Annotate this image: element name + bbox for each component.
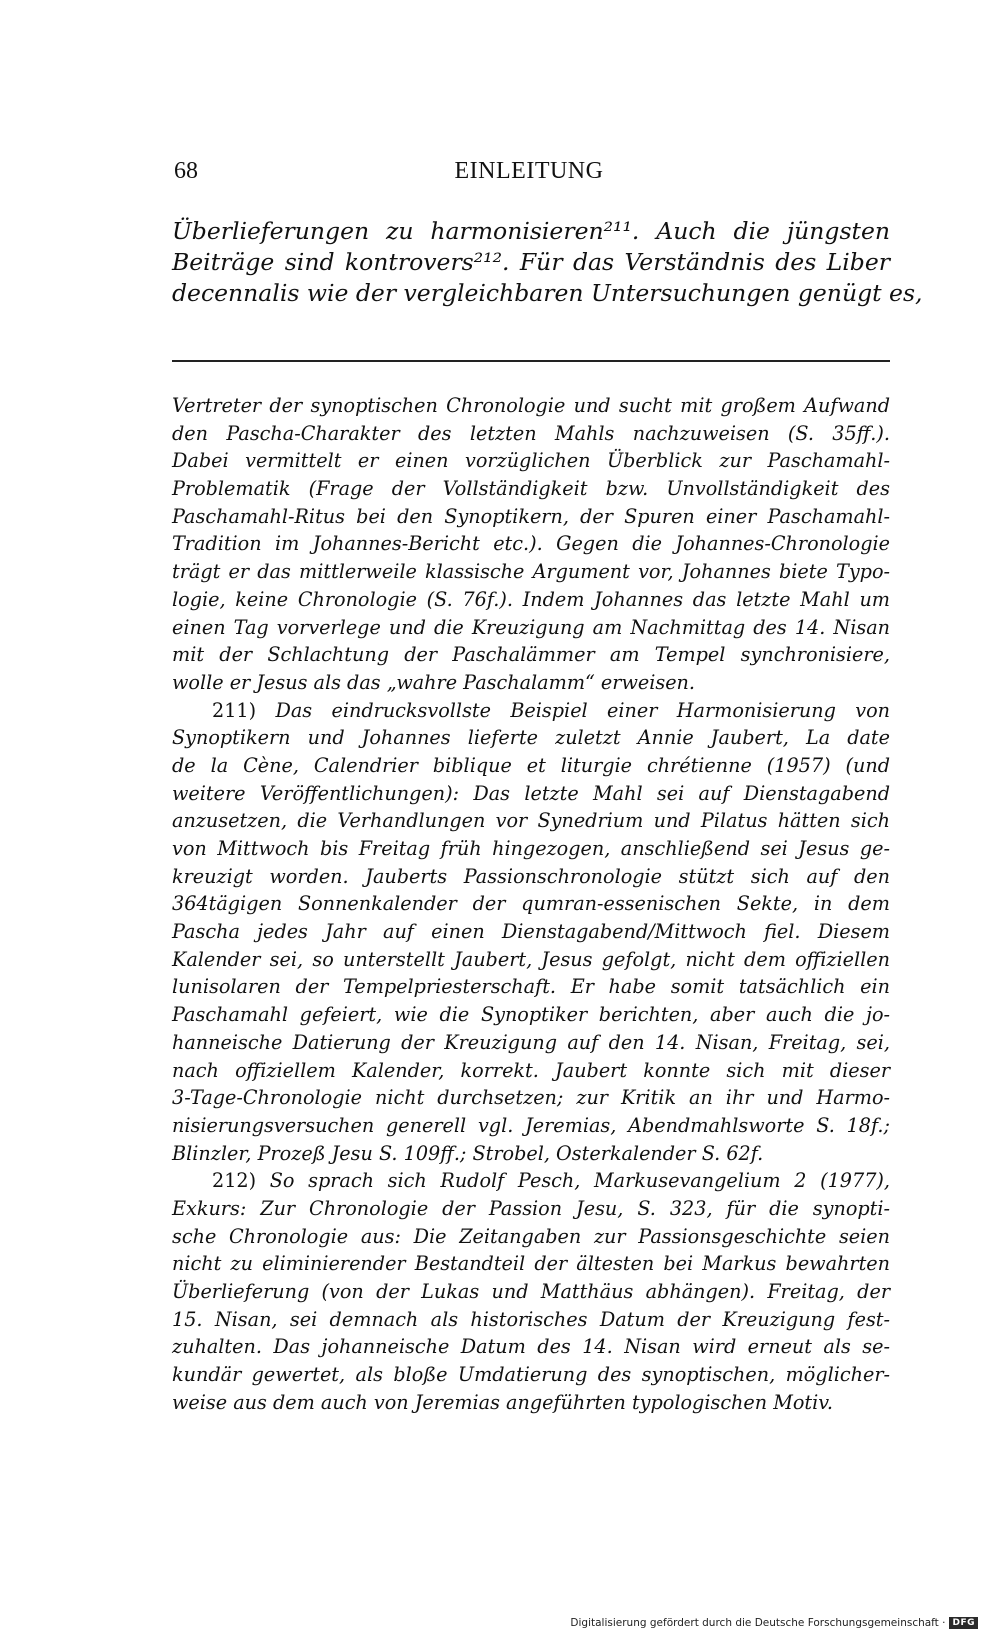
footnote-line: Blinzler, Prozeß Jesu S. 109ff.; Strobel, Osterkalender S. 62f.	[172, 1141, 764, 1165]
footnote-line: Tradition im Johannes-Bericht etc.). Gegen die Johannes-Chronologie	[172, 532, 890, 556]
footnote-line: weitere Veröffentlichungen): Das letzte Mahl sei auf Dienstagabend	[172, 781, 890, 805]
footnote-line: Exkurs: Zur Chronologie der Passion Jesu, S. 323, für die synopti-	[172, 1196, 890, 1220]
footnote-line: nach offiziellem Kalender, korrekt. Jaubert konnte sich mit dieser	[172, 1058, 890, 1082]
footnote-continuation	[172, 392, 890, 697]
footnote-line: weise aus dem auch von Jeremias angeführten typologischen Motiv.	[172, 1390, 833, 1414]
footnote-line: Kalender sei, so unterstellt Jaubert, Jesus gefolgt, nicht dem offiziellen	[172, 947, 890, 971]
footnote-text: So sprach sich Rudolf Pesch, Markusevangelium 2 (1977),	[269, 1169, 890, 1193]
footnote-line: de la Cène, Calendrier biblique et liturgie chrétienne (1957) (und	[172, 753, 890, 777]
footnote-line: zuhalten. Das johanneische Datum des 14. Nisan wird erneut als se-	[172, 1335, 890, 1359]
footnote-line: mit der Schlachtung der Paschalämmer am Tempel synchronisiere,	[172, 643, 890, 667]
digitization-text: Digitalisierung gefördert durch die Deutsche Forschungsgemeinschaft ·	[570, 1617, 946, 1629]
main-text-line: Beiträge sind kontrovers²¹². Für das Verständnis des Liber	[172, 248, 890, 276]
dfg-logo: DFG	[949, 1617, 978, 1629]
footnote-line: nicht zu eliminierender Bestandteil der ältesten bei Markus bewahrten	[172, 1252, 890, 1276]
footnote-line: einen Tag vorverlege und die Kreuzigung am Nachmittag des 14. Nisan	[172, 615, 890, 639]
footnote-line: Pascha jedes Jahr auf einen Dienstagabend/Mittwoch fiel. Diesem	[172, 920, 890, 944]
page-number: 68	[174, 158, 198, 184]
footnote-line: lunisolaren der Tempelpriesterschaft. Er habe somit tatsächlich ein	[172, 975, 890, 999]
footnote-line: Vertreter der synoptischen Chronologie und sucht mit großem Aufwand	[172, 394, 890, 417]
digitization-note	[570, 1617, 978, 1629]
footnote-line: logie, keine Chronologie (S. 76f.). Indem Johannes das letzte Mahl um	[172, 587, 890, 611]
footnotes	[172, 392, 890, 1416]
footnote-number: 211)	[212, 698, 257, 722]
footnote-line: kundär gewertet, als bloße Umdatierung des synoptischen, möglicher-	[172, 1363, 890, 1387]
footnote-212	[172, 1167, 890, 1416]
footnote-line	[172, 697, 890, 725]
main-text-line: decennalis wie der vergleichbaren Untersuchungen genügt es,	[172, 279, 923, 307]
main-text-line: Überlieferungen zu harmonisieren²¹¹. Auch die jüngsten	[172, 217, 890, 245]
footnote-line: trägt er das mittlerweile klassische Argument vor, Johannes biete Typo-	[172, 560, 890, 584]
footnote-line: nisierungsversuchen generell vgl. Jeremias, Abendmahlsworte S. 18f.;	[172, 1113, 890, 1137]
footnote-line: 15. Nisan, sei demnach als historisches Datum der Kreuzigung fest-	[172, 1307, 890, 1331]
footnote-line: sche Chronologie aus: Die Zeitangaben zur Passionsgeschichte seien	[172, 1224, 890, 1248]
footnote-line: Paschamahl-Ritus bei den Synoptikern, der Spuren einer Paschamahl-	[172, 504, 890, 528]
footnote-divider	[172, 360, 890, 362]
footnote-number: 212)	[212, 1169, 257, 1193]
footnote-line: 364tägigen Sonnenkalender der qumran-essenischen Sekte, in dem	[172, 892, 890, 916]
footnote-line: hanneische Datierung der Kreuzigung auf den 14. Nisan, Freitag, sei,	[172, 1030, 890, 1054]
running-title: EINLEITUNG	[454, 158, 604, 184]
footnote-211	[172, 697, 890, 1168]
footnote-text: Das eindrucksvollste Beispiel einer Harmonisierung von	[275, 698, 890, 722]
footnote-line: anzusetzen, die Verhandlungen vor Synedrium und Pilatus hätten sich	[172, 809, 890, 833]
footnote-line: Problematik (Frage der Vollständigkeit bzw. Unvollständigkeit des	[172, 477, 890, 501]
footnote-line: Dabei vermittelt er einen vorzüglichen Überblick zur Paschamahl-	[172, 449, 890, 473]
footnote-line: von Mittwoch bis Freitag früh hingezogen, anschließend sei Jesus ge-	[172, 837, 890, 860]
footnote-line: Paschamahl gefeiert, wie die Synoptiker berichten, aber auch die jo-	[172, 1003, 890, 1027]
footnote-line: 3-Tage-Chronologie nicht durchsetzen; zur Kritik an ihr und Harmo-	[172, 1086, 890, 1110]
footnote-line: kreuzigt worden. Jauberts Passionschronologie stützt sich auf den	[172, 864, 890, 888]
footnote-line: wolle er Jesus als das „wahre Paschalamm“ erweisen.	[172, 670, 696, 694]
footnote-line	[172, 1167, 890, 1195]
footnote-line: Synoptikern und Johannes lieferte zuletzt Annie Jaubert, La date	[172, 726, 890, 750]
footnote-line: den Pascha-Charakter des letzten Mahls nachzuweisen (S. 35ff.).	[172, 421, 890, 445]
running-head	[170, 152, 888, 192]
main-text	[172, 216, 923, 309]
footnote-line: Überlieferung (von der Lukas und Matthäus abhängen). Freitag, der	[172, 1280, 890, 1303]
